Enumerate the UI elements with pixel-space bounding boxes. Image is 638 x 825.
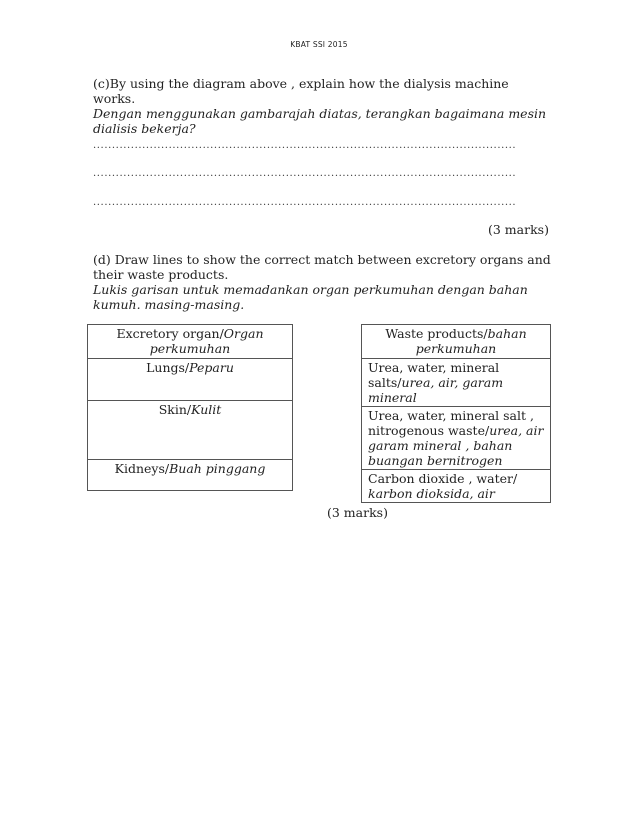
answer-line-1[interactable]: ................................................................................................................ [93,140,517,151]
waste-cell: Urea, water, mineral salt , nitrogenous waste/urea, air garam mineral , bahan buangan bernitrogen [362,407,551,470]
question-c [93,76,553,136]
waste-cell: Urea, water, mineral salts/urea, air, garam mineral [362,359,551,407]
waste-row-2[interactable] [362,407,551,470]
organ-cell: Lungs/Peparu [88,359,293,401]
waste-table-header [362,325,551,359]
waste-header-cell: Waste products/bahan perkumuhan [362,325,551,359]
organ-cell: Skin/Kulit [88,401,293,460]
question-d-malay-line2: kumuh. masing-masing. [93,297,245,312]
question-d-english-line2: their waste products. [93,267,229,282]
organ-table [87,324,293,491]
waste-row-1[interactable] [362,359,551,407]
organ-row-skin[interactable] [88,401,293,460]
question-c-malay-line2: dialisis bekerja? [93,121,196,136]
question-d-marks: (3 marks) [327,505,388,520]
question-d-english-line1: (d) Draw lines to show the correct match between excretory organs and [93,252,551,267]
question-d-malay-line1: Lukis garisan untuk memadankan organ perkumuhan dengan bahan [93,282,528,297]
page-header: KBAT SSI 2015 [290,40,348,49]
waste-table [361,324,551,503]
answer-line-3[interactable]: ................................................................................................................ [93,197,517,208]
waste-cell: Carbon dioxide , water/ karbon dioksida, air [362,470,551,503]
organ-row-kidneys[interactable] [88,460,293,491]
organ-cell: Kidneys/Buah pinggang [88,460,293,491]
organ-header-cell: Excretory organ/Organ perkumuhan [88,325,293,359]
question-d [93,252,553,312]
organ-table-header [88,325,293,359]
answer-line-2[interactable]: ................................................................................................................ [93,168,517,179]
waste-row-3[interactable] [362,470,551,503]
question-c-malay-line1: Dengan menggunakan gambarajah diatas, terangkan bagaimana mesin [93,106,547,121]
organ-row-lungs[interactable] [88,359,293,401]
question-c-english: (c)By using the diagram above , explain how the dialysis machine works. [93,76,509,106]
question-c-marks: (3 marks) [488,222,549,237]
